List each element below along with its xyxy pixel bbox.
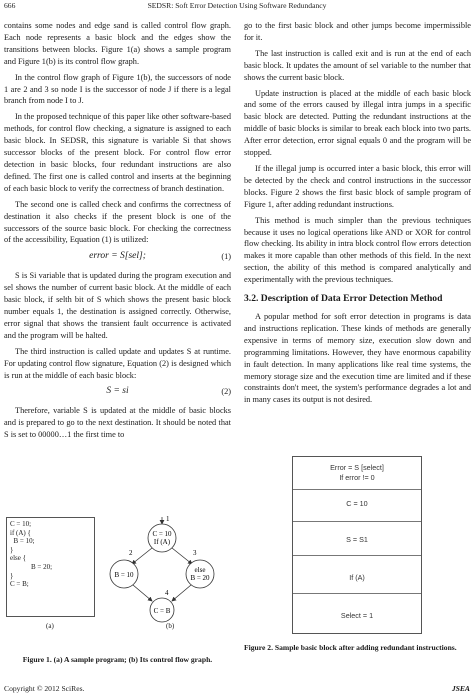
equation-2-number: (2) [221, 387, 231, 397]
block-row: Error = S [select] [330, 463, 384, 472]
cfg-edge [132, 548, 152, 564]
code-line: B = 20; [10, 562, 53, 571]
cfg-edge-label: 4 [165, 589, 169, 597]
right-column [244, 20, 471, 406]
cfg-edge [172, 585, 191, 601]
figure-1-caption: Figure 1. (a) A sample program; (b) Its control flow graph. [22, 655, 213, 664]
paragraph: The second one is called check and confirms the correctness of destination it also checks if the present block is one of the successors of the source basic block. For checking the correctness of the accessibility, Equation (1) is utilized: [4, 199, 231, 245]
paragraph: The last instruction is called exit and is run at the end of each basic block. It updates the amount of sel variable to the number that shows the current basic block. [244, 48, 471, 82]
code-line: C = 10; [10, 520, 32, 528]
paragraph: contains some nodes and edge sand is called control flow graph. Each node represents a basic block and the edges show the transitions between blocks. Figure 1(a) shows a sample program and Figure 1(b) is its control flow graph. [4, 21, 231, 66]
code-line: B = 10; [10, 537, 35, 546]
block-divider [293, 521, 421, 522]
paragraph: This method is much simpler than the previous techniques because it uses no logical operations like AND or XOR for control flow checking. Its ability in intra block control flow errors detection makes it more capable than other methods of this field. In the next section, the ability of this method is compared analytically and experimentally with the previous techniques. [244, 215, 471, 285]
block-divider [293, 593, 421, 594]
cfg-edge-label: 1 [166, 515, 170, 523]
code-line: } [10, 545, 14, 554]
cfg-node-2-text: B = 10 [114, 571, 134, 579]
paragraph: In the proposed technique of this paper like other software-based methods, for control flow checking, a signature is assigned to each basic block. In SEDSR, this signature is variable Si that shows successor blocks of the present block. For control flow error detection in basic blocks, four redundant instructions are also defined. The first one is called control and inserts at the beginning of each basic block to verify the correctness of branch destination. [4, 112, 231, 193]
equation-1-expression: error = S[sel]; [89, 251, 146, 262]
code-line: C = B; [10, 580, 29, 589]
equation-2-expression: S = si [106, 386, 129, 397]
paragraph: If the illegal jump is occurred inter a basic block, this error will be detected by the check and control instructions in the successor blocks. Figure 2 shows the first basic block of sample program of Figure 1, after adding redundant instructions. [244, 163, 471, 209]
cfg-node-1-text: If (A) [153, 538, 171, 546]
journal-name: JSEA [451, 684, 470, 693]
page-footer [4, 684, 470, 694]
cfg-node-1-text: C = 10 [152, 530, 172, 538]
cfg-node-3-text: else [194, 566, 206, 574]
block-row: S = S1 [346, 535, 368, 544]
block-divider [293, 489, 421, 490]
paragraph: Therefore, variable S is updated at the middle of basic blocks and is prepared to go to the next destination. It should be noted that S is set to 00000…1 the first time to [4, 406, 231, 440]
code-line: } [10, 571, 14, 580]
paragraph: In the control flow graph of Figure 1(b), the successors of node 1 are 2 and 3 so node I is the successor of node J if there is a legal branch from node I to J. [4, 72, 231, 106]
block-row: If (A) [349, 573, 365, 582]
figure-2-caption: Figure 2. Sample basic block after adding redundant instructions. [244, 643, 457, 652]
cfg-node-3-text: B = 20 [190, 574, 210, 582]
cfg-edge [133, 585, 152, 601]
cfg-edge-label: 2 [129, 549, 133, 557]
code-line: else { [10, 554, 26, 563]
figure-1a-label: (a) [46, 622, 54, 630]
equation-1-number: (1) [221, 252, 231, 262]
left-column [4, 20, 231, 441]
paragraph: go to the first basic block and other jumps become impermissible for it. [244, 21, 471, 42]
control-flow-graph [102, 515, 228, 623]
equation-2 [4, 385, 231, 401]
block-divider [293, 555, 421, 556]
paragraph: Update instruction is placed at the middle of each basic block and some of the errors caused by illegal intra jumps in a specific basic block are detected. Putting the redundant instructions at the middle of basic blocks is similar to break each block into two parts. After error detection, error signal equals 0 and the program will be stopped. [244, 88, 471, 158]
paragraph: The third instruction is called update and updates S at runtime. For updating control flow signature, Equation (2) is designed which is run at the middle of each basic block: [4, 346, 231, 380]
code-line: if (A) { [10, 528, 31, 537]
copyright: Copyright © 2012 SciRes. [4, 684, 85, 693]
equation-1 [4, 250, 231, 266]
figure-2-block [292, 456, 422, 634]
page-header [4, 1, 470, 11]
block-row: Select = 1 [340, 611, 374, 620]
block-row: C = 10 [346, 499, 368, 508]
figure-1 [4, 515, 231, 635]
block-row: If error != 0 [339, 473, 375, 482]
paragraph: S is Si variable that is updated during the program execution and sel shows the number of current basic block. At the middle of each basic block, if selth bit of S which shows the present basic block number equals 1, the destination is assigned correctly. Otherwise, error signal that shows the transient fault occurrence is activated and the program will be halted. [4, 271, 231, 340]
paragraph: A popular method for soft error detection in programs is data and instructions replication. These kinds of methods are generally expensive in terms of memory size, execution slow down and programming limitations. However, they have enormous capability in fault detection. In many applications like real time systems, the memory storage size and the execution time are limited and if these constraints don't meet, the system's performance degrades a lot and in many cases its output is not desired. [244, 312, 471, 405]
page-number: 666 [4, 1, 16, 10]
sample-program-code [6, 517, 95, 617]
cfg-edge-label: 3 [193, 549, 197, 557]
section-heading: 3.2. Description of Data Error Detection Method [244, 293, 443, 305]
cfg-edge [172, 548, 192, 564]
running-title: SEDSR: Soft Error Detection Using Software Redundancy [147, 1, 327, 10]
figure-1b-label: (b) [166, 622, 175, 630]
cfg-node-4-text: C = B [153, 607, 171, 615]
